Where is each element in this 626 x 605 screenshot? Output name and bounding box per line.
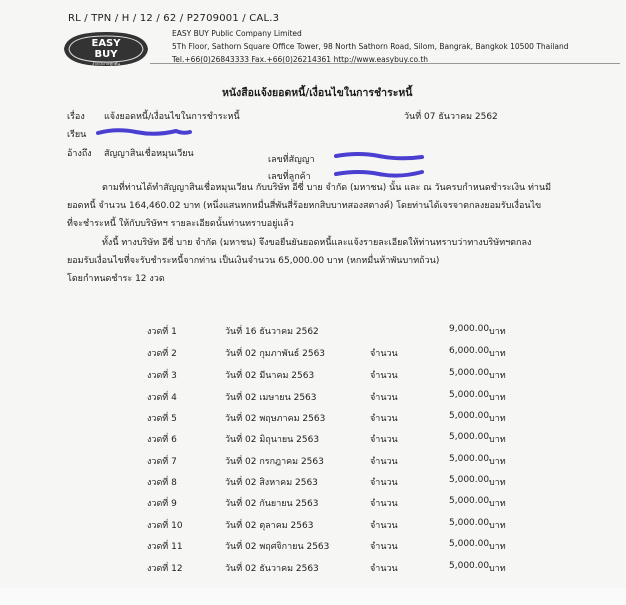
header-divider: [150, 63, 620, 64]
installment-amount-label: จำนวน: [370, 542, 398, 552]
svg-text:ง่ายใจง่ายทุกคืน: ง่ายใจง่ายทุกคืน: [92, 61, 120, 66]
redacted-customer-number: [334, 166, 424, 180]
installment-row: [0, 561, 626, 581]
installment-amount: 9,000.00: [449, 324, 490, 334]
installment-date: วันที่ 02 กันยายน 2563: [225, 499, 319, 509]
installment-date: วันที่ 02 ตุลาคม 2563: [225, 521, 314, 531]
recipient-label: เรียน: [67, 130, 87, 140]
installment-row: [0, 324, 626, 344]
installment-date: วันที่ 16 ธันวาคม 2562: [225, 327, 319, 337]
installment-amount: 5,000.00: [449, 454, 490, 464]
installment-date: วันที่ 02 มิถุนายน 2563: [225, 435, 320, 445]
installment-period: งวดที่ 9: [147, 499, 177, 509]
installment-amount: 5,000.00: [449, 539, 490, 549]
installment-unit: บาท: [489, 542, 506, 552]
installment-unit: บาท: [489, 435, 506, 445]
installment-amount: 5,000.00: [449, 390, 490, 400]
installment-period: งวดที่ 10: [147, 521, 183, 531]
installment-amount-label: จำนวน: [370, 349, 398, 359]
page-bottom-edge: [0, 588, 626, 605]
installment-row: [0, 368, 626, 388]
installment-amount-label: จำนวน: [370, 393, 398, 403]
installment-unit: บาท: [489, 371, 506, 381]
installment-date: วันที่ 02 เมษายน 2563: [225, 393, 317, 403]
svg-text:EASY: EASY: [91, 38, 121, 49]
installment-unit: บาท: [489, 564, 506, 574]
paragraph-2-line-2: ยอมรับเงื่อนไขที่จะรับชำระหนี้จากท่าน เป็นเงินจำนวน 65,000.00 บาท (หกหมื่นห้าพันบาทถ้วน): [67, 256, 440, 266]
installment-unit: บาท: [489, 349, 506, 359]
installment-row: [0, 346, 626, 366]
installment-row: [0, 496, 626, 516]
reference-label: อ้างถึง: [67, 149, 92, 159]
installment-unit: บาท: [489, 478, 506, 488]
installment-amount-label: จำนวน: [370, 371, 398, 381]
installment-amount: 5,000.00: [449, 432, 490, 442]
installment-date: วันที่ 02 กุมภาพันธ์ 2563: [225, 349, 326, 359]
installment-period: งวดที่ 3: [147, 371, 177, 381]
installment-unit: บาท: [489, 521, 506, 531]
easy-buy-logo: [60, 29, 152, 69]
company-address: 5Th Floor, Sathorn Square Office Tower, 98 North Sathorn Road, Silom, Bangrak, Bangkok 10500 Thailand: [172, 42, 569, 51]
company-name: EASY BUY Public Company Limited: [172, 29, 302, 38]
installment-unit: บาท: [489, 499, 506, 509]
installment-amount-label: จำนวน: [370, 414, 398, 424]
paragraph-1-line-3: ที่จะชำระหนี้ ให้กับบริษัทฯ รายละเอียดนั้นท่านทราบอยู่แล้ว: [67, 219, 294, 229]
installment-period: งวดที่ 2: [147, 349, 177, 359]
installment-date: วันที่ 02 ธันวาคม 2563: [225, 564, 319, 574]
company-contact: Tel.+66(0)26843333 Fax.+66(0)26214361 http://www.easybuy.co.th: [172, 55, 429, 64]
installment-unit: บาท: [489, 393, 506, 403]
installment-date: วันที่ 02 มีนาคม 2563: [225, 371, 315, 381]
redacted-recipient-name: [96, 125, 192, 139]
installment-row: [0, 518, 626, 538]
installment-amount-label: จำนวน: [370, 478, 398, 488]
paragraph-1-line-1: ตามที่ท่านได้ทำสัญญาสินเชื่อหมุนเวียน กับบริษัท อีซี่ บาย จำกัด (มหาชน) นั้น และ ณ วันครบกำหนดชำระเงิน ท่านมี: [102, 183, 552, 193]
installment-period: งวดที่ 8: [147, 478, 177, 488]
installment-row: [0, 539, 626, 559]
installment-period: งวดที่ 4: [147, 393, 177, 403]
installment-row: [0, 475, 626, 495]
installment-row: [0, 411, 626, 431]
customer-number-label: เลขที่ลูกค้า: [268, 172, 311, 182]
paragraph-1-line-2: ยอดหนี้ จำนวน 164,460.02 บาท (หนึ่งแสนหกหมื่นสี่พันสี่ร้อยหกสิบบาทสองสตางค์) โดยท่านได้เจรจาตกลงยอมรับเงื่อนไข: [67, 201, 542, 211]
installment-amount-label: จำนวน: [370, 457, 398, 467]
installment-amount: 5,000.00: [449, 475, 490, 485]
installment-period: งวดที่ 5: [147, 414, 177, 424]
letter-date: วันที่ 07 ธันวาคม 2562: [404, 112, 498, 122]
installment-amount: 6,000.00: [449, 346, 490, 356]
installment-amount-label: จำนวน: [370, 521, 398, 531]
svg-text:BUY: BUY: [94, 49, 118, 60]
installment-date: วันที่ 02 พฤษภาคม 2563: [225, 414, 326, 424]
installment-amount-label: จำนวน: [370, 435, 398, 445]
installment-period: งวดที่ 12: [147, 564, 183, 574]
reference-value: สัญญาสินเชื่อหมุนเวียน: [104, 149, 194, 159]
installment-amount: 5,000.00: [449, 368, 490, 378]
installment-amount: 5,000.00: [449, 561, 490, 571]
installment-unit: บาท: [489, 457, 506, 467]
installment-period: งวดที่ 1: [147, 327, 177, 337]
installment-date: วันที่ 02 สิงหาคม 2563: [225, 478, 318, 488]
subject-label: เรื่อง: [67, 112, 85, 122]
installment-period: งวดที่ 6: [147, 435, 177, 445]
installment-period: งวดที่ 7: [147, 457, 177, 467]
paragraph-2-line-1: ทั้งนี้ ทางบริษัท อีซี่ บาย จำกัด (มหาชน) จึงขอยืนยันยอดหนี้และแจ้งรายละเอียดให้ท่านทราบว่าทางบริษัทฯตกลง: [102, 238, 532, 248]
installment-unit: บาท: [489, 327, 506, 337]
installment-amount-label: จำนวน: [370, 564, 398, 574]
contract-number-label: เลขที่สัญญา: [268, 155, 315, 165]
installment-date: วันที่ 02 กรกฎาคม 2563: [225, 457, 324, 467]
letter-title: หนังสือแจ้งยอดหนี้/เงื่อนไขในการชำระหนี้: [222, 87, 413, 99]
installment-amount: 5,000.00: [449, 496, 490, 506]
redacted-contract-number: [334, 149, 424, 163]
subject-value: แจ้งยอดหนี้/เงื่อนไขในการชำระหนี้: [104, 112, 240, 122]
installment-row: [0, 454, 626, 474]
installment-unit: บาท: [489, 414, 506, 424]
installment-date: วันที่ 02 พฤศจิกายน 2563: [225, 542, 330, 552]
paragraph-2-line-3: โดยกำหนดชำระ 12 งวด: [67, 274, 165, 284]
installment-amount-label: จำนวน: [370, 499, 398, 509]
installment-period: งวดที่ 11: [147, 542, 183, 552]
installment-amount: 5,000.00: [449, 518, 490, 528]
installment-row: [0, 432, 626, 452]
installment-row: [0, 390, 626, 410]
installment-amount: 5,000.00: [449, 411, 490, 421]
reference-number: RL / TPN / H / 12 / 62 / P2709001 / CAL.3: [68, 13, 280, 24]
